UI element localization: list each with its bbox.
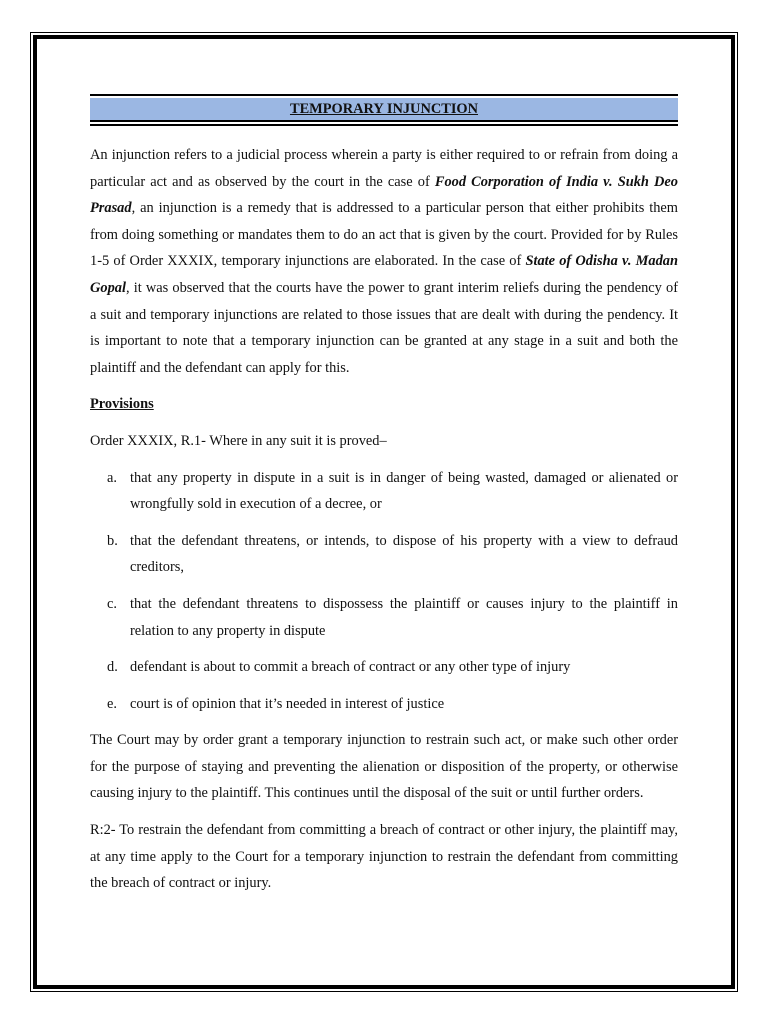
list-item	[90, 654, 678, 681]
list-item	[90, 528, 678, 581]
list-item	[90, 691, 678, 718]
provisions-list	[90, 465, 678, 718]
list-marker: d.	[107, 659, 118, 676]
list-marker: c.	[107, 595, 117, 612]
provisions-heading: Provisions	[90, 396, 154, 413]
document-body	[90, 94, 678, 907]
case-citation-2: State of Odisha v. Madan Gopal	[90, 253, 678, 296]
list-item-text: defendant is about to commit a breach of contract or any other type of injury	[130, 659, 571, 676]
intro-text-1: An injunction refers to a judicial process wherein a party is either required to or refrain from doing a particular act and as observed by the court in the case of	[90, 147, 678, 190]
intro-paragraph	[90, 142, 678, 381]
court-paragraph: The Court may by order grant a temporary injunction to restrain such act, or make such other order for the purpose of staying and preventing the alienation or disposition of the property, or otherwise causing injury to the plaintiff. This continues until the disposal of the suit or until further orders.	[90, 732, 678, 802]
list-item	[90, 465, 678, 518]
list-item-text: that any property in dispute in a suit is in danger of being wasted, damaged or alienated or wrongfully sold in execution of a decree, or	[130, 469, 678, 513]
list-marker: a.	[107, 469, 117, 486]
list-item-text: that the defendant threatens to dispossess the plaintiff or causes injury to the plaintiff in relation to any property in dispute	[130, 595, 678, 639]
list-item-text: that the defendant threatens, or intends, to dispose of his property with a view to defraud creditors,	[130, 532, 678, 576]
list-marker: b.	[107, 532, 118, 549]
page-title: TEMPORARY INJUNCTION	[90, 98, 678, 122]
intro-text-2: , an injunction is a remedy that is addressed to a particular person that either prohibits them from doing something or mandates them to do an act that is given by the court. Provided for by Rules 1-5 of Order XXXIX, temporary injunctions are elaborated. In the case of	[90, 200, 678, 270]
list-item	[90, 591, 678, 644]
title-banner	[90, 94, 678, 126]
rule-2-paragraph: R:2- To restrain the defendant from committing a breach of contract or other injury, the plaintiff may, at any time apply to the Court for a temporary injunction to restrain the defendant from committing the breach of contract or injury.	[90, 822, 678, 892]
list-marker: e.	[107, 695, 117, 712]
order-line: Order XXXIX, R.1- Where in any suit it is proved–	[90, 432, 387, 449]
list-item-text: court is of opinion that it’s needed in interest of justice	[130, 695, 445, 712]
case-citation-1: Food Corporation of India v. Sukh Deo Prasad	[90, 173, 678, 217]
intro-text-3: , it was observed that the courts have the power to grant interim reliefs during the pendency of a suit and temporary injunctions are related to those issues that are dealt with during the pendency. It is important to note that a temporary injunction can be granted at any stage in a suit and both the plaintiff and the defendant can apply for this.	[90, 279, 678, 376]
